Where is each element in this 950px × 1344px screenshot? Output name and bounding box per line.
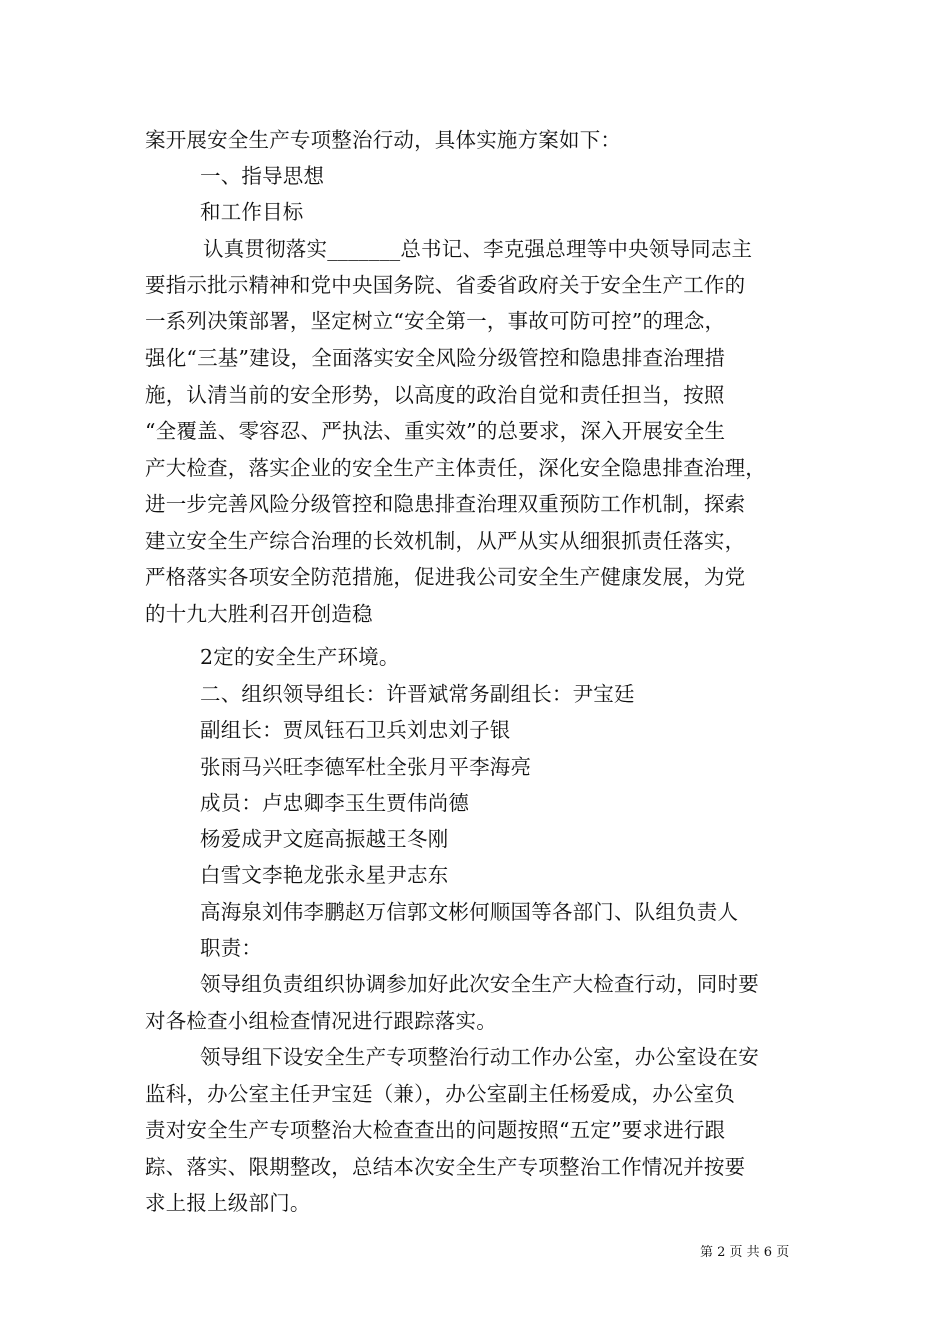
body-line: 施，认清当前的安全形势，以高度的政治自觉和责任担当，按照 [145,383,725,407]
body-line: 建立安全生产综合治理的长效机制，从严从实从细狠抓责任落实， [145,529,746,553]
body-line: 一系列决策部署，坚定树立“安全第一，事故可防可控”的理念， [145,309,726,333]
section-heading: 和工作目标 [200,200,304,224]
body-line: 白雪文李艳龙张永星尹志东 [200,863,449,887]
body-line: 严格落实各项安全防范措施，促进我公司安全生产健康发展，为党 [145,565,746,589]
page-number: 第 2 页 共 6 页 [700,1245,790,1260]
body-line: 监科，办公室主任尹宝廷（兼），办公室副主任杨爱成，办公室负 [145,1082,736,1106]
body-line: 2定的安全生产环境。 [200,645,400,669]
body-line: 职责： [200,936,263,960]
body-line: 案开展安全生产专项整治行动，具体实施方案如下： [145,128,622,152]
body-line: 产大检查，落实企业的安全生产主体责任，深化安全隐患排查治理， [145,456,766,480]
body-line: 高海泉刘伟李鹏赵万信郭文彬何顺国等各部门、队组负责人 [200,900,739,924]
body-line: 进一步完善风险分级管控和隐患排查治理双重预防工作机制，探索 [145,492,746,516]
body-line: 领导组下设安全生产专项整治行动工作办公室，办公室设在安 [200,1045,759,1069]
body-line: 求上报上级部门。 [145,1191,311,1215]
body-line: 认真贯彻落实_______总书记、李克强总理等中央领导同志主 [203,237,753,261]
body-line: 的十九大胜利召开创造稳 [145,602,373,626]
body-line: 责对安全生产专项整治大检查查出的问题按照“五定”要求进行跟 [145,1118,726,1142]
body-line: 对各检查小组检查情况进行跟踪落实。 [145,1009,497,1033]
body-line: 张雨马兴旺李德军杜全张月平李海亮 [200,755,532,779]
body-line: “全覆盖、零容忍、严执法、重实效”的总要求，深入开展安全生 [145,419,726,443]
body-line: 成员：卢忠卿李玉生贾伟尚德 [200,791,470,815]
body-line: 踪、落实、限期整改，总结本次安全生产专项整治工作情况并按要 [145,1155,746,1179]
body-line: 杨爱成尹文庭高振越王冬刚 [200,827,449,851]
body-line: 领导组负责组织协调参加好此次安全生产大检查行动，同时要 [200,972,759,996]
body-line: 要指示批示精神和党中央国务院、省委省政府关于安全生产工作的 [145,273,746,297]
section-heading: 二、组织领导组长：许晋斌常务副组长：尹宝廷 [200,682,635,706]
body-line: 强化“三基”建设，全面落实安全风险分级管控和隐患排查治理措 [145,346,726,370]
body-line: 副组长：贾凤钰石卫兵刘忠刘子银 [200,718,511,742]
section-heading: 一、指导思想 [200,164,325,188]
